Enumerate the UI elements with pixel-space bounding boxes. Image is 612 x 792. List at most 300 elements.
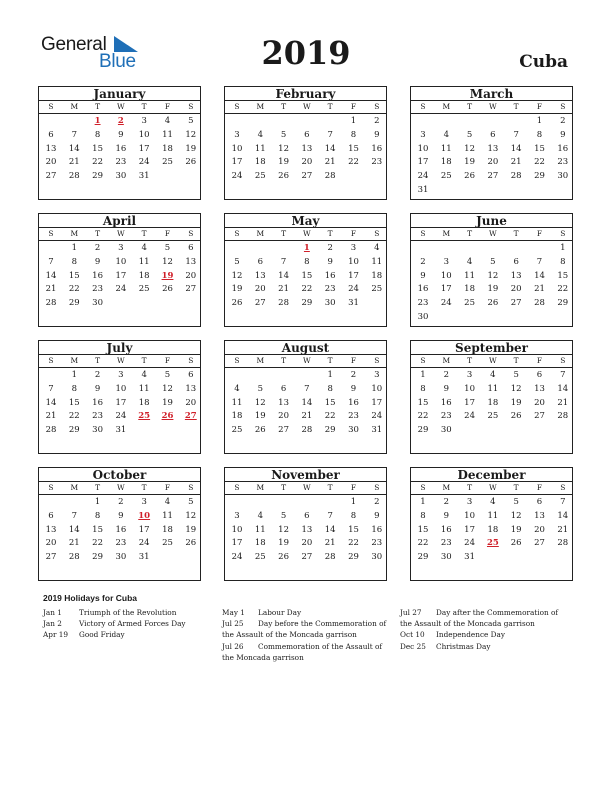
month-divider xyxy=(39,481,200,482)
day-cell: 7 xyxy=(560,497,566,507)
month-divider xyxy=(39,100,200,101)
day-cell: 12 xyxy=(278,524,289,535)
day-cell: 27 xyxy=(301,171,313,182)
holiday-column xyxy=(43,607,215,641)
weekday-divider xyxy=(225,113,386,114)
day-cell: 16 xyxy=(557,143,569,154)
day-cell: 7 xyxy=(280,256,287,267)
day-cell: 6 xyxy=(48,129,54,140)
day-cell: 3 xyxy=(118,243,124,253)
weekday-label: F xyxy=(164,483,171,492)
day-cell: 23 xyxy=(371,157,383,168)
weekday-label: S xyxy=(420,356,426,365)
day-cell: 29 xyxy=(348,552,359,563)
day-cell: 13 xyxy=(301,143,313,154)
day-cell: 1 xyxy=(71,370,77,380)
day-cell: 23 xyxy=(440,411,452,422)
month-divider xyxy=(39,354,200,355)
day-cell: 24 xyxy=(115,411,127,422)
day-cell: 18 xyxy=(254,538,266,549)
day-cell: 13 xyxy=(487,143,499,154)
day-cell: 23 xyxy=(557,157,569,168)
day-cell: 20 xyxy=(510,284,522,295)
day-cell: 23 xyxy=(348,411,359,422)
day-cell: 15 xyxy=(348,524,359,535)
day-cell: 12 xyxy=(185,129,197,140)
day-cell: 13 xyxy=(45,524,57,535)
day-cell: 4 xyxy=(374,243,380,253)
weekday-label: T xyxy=(141,102,147,111)
weekday-label: T xyxy=(281,102,287,111)
day-cell: 14 xyxy=(557,383,569,394)
month-divider xyxy=(411,481,572,482)
holiday-item xyxy=(400,607,572,629)
day-cell: 18 xyxy=(371,270,383,281)
holiday-name: Good Friday xyxy=(79,630,125,640)
day-cell: 31 xyxy=(348,298,359,309)
month-title: September xyxy=(455,341,528,355)
month-title: October xyxy=(92,468,147,482)
weekday-label: T xyxy=(95,229,101,238)
day-cell: 8 xyxy=(71,383,77,394)
weekday-label: T xyxy=(327,102,333,111)
day-cell: 21 xyxy=(510,157,522,168)
day-cell: 26 xyxy=(185,157,197,168)
day-cell: 7 xyxy=(327,129,333,140)
day-cell: 11 xyxy=(464,270,475,281)
weekday-label: S xyxy=(560,483,566,492)
day-cell: 17 xyxy=(464,524,475,535)
weekday-divider xyxy=(225,494,386,495)
day-cell: 12 xyxy=(162,256,173,267)
day-cell: 15 xyxy=(301,270,313,281)
day-cell: 6 xyxy=(536,497,543,507)
weekday-label: F xyxy=(536,483,543,492)
day-cell: 10 xyxy=(138,129,150,140)
day-cell: 21 xyxy=(278,284,289,295)
day-cell: 21 xyxy=(534,284,545,295)
day-cell: 23 xyxy=(417,298,429,309)
day-cell: 14 xyxy=(557,510,569,521)
day-cell: 11 xyxy=(440,143,452,154)
day-cell: 29 xyxy=(92,171,103,182)
day-cell: 14 xyxy=(301,397,313,408)
day-cell: 27 xyxy=(278,425,289,436)
day-cell: 15 xyxy=(92,143,103,154)
day-cell: 4 xyxy=(443,129,449,140)
weekday-label: F xyxy=(536,102,543,111)
weekday-label: S xyxy=(188,483,194,492)
day-cell: 4 xyxy=(164,497,171,507)
weekday-label: M xyxy=(442,229,451,238)
day-cell: 13 xyxy=(185,383,197,394)
day-cell: 6 xyxy=(513,256,519,267)
day-cell: 10 xyxy=(464,383,475,394)
day-cell: 11 xyxy=(254,524,266,535)
day-cell: 2 xyxy=(118,497,124,507)
weekday-label: T xyxy=(467,229,473,238)
month-divider xyxy=(411,100,572,101)
month-march xyxy=(410,86,573,200)
holiday-name: Christmas Day xyxy=(436,641,491,651)
day-cell: 18 xyxy=(231,411,243,422)
day-cell: 28 xyxy=(557,538,569,549)
weekday-label: W xyxy=(303,102,311,111)
day-cell: 14 xyxy=(324,524,336,535)
day-cell: 26 xyxy=(510,538,522,549)
day-cell: 24 xyxy=(348,284,359,295)
day-cell: 12 xyxy=(510,510,522,521)
weekday-label: T xyxy=(467,483,473,492)
day-cell: 27 xyxy=(510,298,522,309)
day-cell: 5 xyxy=(490,256,496,267)
day-cell: 1 xyxy=(350,116,357,126)
day-cell: 16 xyxy=(348,397,359,408)
day-cell: 3 xyxy=(141,116,147,126)
weekday-label: W xyxy=(117,483,125,492)
weekday-label: S xyxy=(420,483,426,492)
weekday-label: S xyxy=(188,356,194,365)
day-cell: 2 xyxy=(94,243,101,253)
day-cell: 17 xyxy=(440,284,452,295)
day-cell: 19 xyxy=(162,397,173,408)
day-cell: 31 xyxy=(371,425,383,436)
day-cell: 21 xyxy=(324,157,336,168)
holiday-name: Commemoration of the Assault of the Moncada garrison xyxy=(222,641,383,662)
day-cell: 12 xyxy=(510,383,522,394)
day-cell: 11 xyxy=(231,397,243,408)
day-cell: 28 xyxy=(510,171,522,182)
month-april xyxy=(38,213,201,327)
day-cell: 29 xyxy=(68,425,80,436)
holiday-item xyxy=(400,641,572,652)
day-cell: 12 xyxy=(464,143,475,154)
weekday-label: M xyxy=(256,483,265,492)
day-cell: 29 xyxy=(324,425,336,436)
holiday-name: Triumph of the Revolution xyxy=(79,608,177,617)
day-cell: 9 xyxy=(374,510,380,521)
day-cell: 24 xyxy=(440,298,452,309)
day-cell: 26 xyxy=(464,171,475,182)
weekday-label: T xyxy=(141,229,147,238)
day-cell: 22 xyxy=(534,157,545,168)
day-cell: 30 xyxy=(557,171,569,182)
weekday-label: M xyxy=(70,102,79,111)
weekday-label: M xyxy=(442,483,451,492)
day-cell: 20 xyxy=(301,538,313,549)
day-cell: 6 xyxy=(48,510,54,521)
day-cell: 22 xyxy=(68,411,80,422)
day-cell: 28 xyxy=(557,411,569,422)
day-cell: 31 xyxy=(417,185,429,195)
weekday-label: T xyxy=(141,483,147,492)
day-cell: 9 xyxy=(350,383,357,394)
day-cell: 21 xyxy=(301,411,313,422)
holiday-date: Oct 10 xyxy=(400,630,425,640)
day-cell: 22 xyxy=(301,284,313,295)
day-cell: 9 xyxy=(94,383,101,394)
day-cell: 6 xyxy=(280,383,287,394)
holiday-date: Jul 27 xyxy=(400,608,422,617)
day-cell: 1 xyxy=(560,243,566,253)
day-cell: 5 xyxy=(513,370,519,380)
day-cell: 3 xyxy=(234,510,240,521)
day-cell: 16 xyxy=(417,284,429,295)
day-cell: 21 xyxy=(45,284,57,295)
holiday-day-cell: 19 xyxy=(161,270,174,281)
day-cell: 20 xyxy=(45,157,57,168)
weekday-divider xyxy=(225,240,386,241)
day-cell: 2 xyxy=(327,243,333,253)
day-cell: 21 xyxy=(68,157,80,168)
day-cell: 13 xyxy=(534,383,545,394)
day-cell: 15 xyxy=(348,143,359,154)
weekday-label: S xyxy=(188,102,194,111)
day-cell: 31 xyxy=(138,171,150,182)
day-cell: 11 xyxy=(138,383,150,394)
day-cell: 2 xyxy=(443,497,449,507)
weekday-label: F xyxy=(350,356,357,365)
month-may xyxy=(224,213,387,327)
weekday-label: T xyxy=(95,356,101,365)
day-cell: 25 xyxy=(464,298,475,309)
day-cell: 3 xyxy=(466,370,473,380)
weekday-label: S xyxy=(374,483,380,492)
day-cell: 18 xyxy=(162,524,173,535)
weekday-label: F xyxy=(164,102,171,111)
day-cell: 15 xyxy=(557,270,569,281)
day-cell: 10 xyxy=(464,510,475,521)
day-cell: 18 xyxy=(440,157,452,168)
day-cell: 30 xyxy=(324,298,336,309)
day-cell: 4 xyxy=(490,497,496,507)
month-divider xyxy=(39,227,200,228)
day-cell: 2 xyxy=(350,370,357,380)
day-cell: 25 xyxy=(162,538,173,549)
weekday-label: S xyxy=(560,229,566,238)
day-cell: 13 xyxy=(185,256,197,267)
day-cell: 20 xyxy=(278,411,289,422)
day-cell: 4 xyxy=(141,243,147,253)
weekday-label: W xyxy=(303,356,311,365)
day-cell: 27 xyxy=(45,171,57,182)
day-cell: 3 xyxy=(374,370,380,380)
weekday-label: W xyxy=(489,356,497,365)
day-cell: 6 xyxy=(188,370,194,380)
weekday-divider xyxy=(411,113,572,114)
day-cell: 30 xyxy=(348,425,359,436)
day-cell: 16 xyxy=(440,524,452,535)
day-cell: 1 xyxy=(327,370,333,380)
holiday-day-cell: 10 xyxy=(138,510,151,521)
day-cell: 2 xyxy=(420,256,426,267)
day-cell: 15 xyxy=(534,143,545,154)
day-cell: 16 xyxy=(92,270,103,281)
weekday-label: F xyxy=(350,102,357,111)
day-cell: 31 xyxy=(464,552,475,563)
holiday-name: Labour Day xyxy=(258,608,302,617)
day-cell: 9 xyxy=(560,129,566,140)
day-cell: 25 xyxy=(487,411,499,422)
weekday-label: S xyxy=(374,229,380,238)
day-cell: 11 xyxy=(487,383,499,394)
weekday-label: F xyxy=(164,356,171,365)
day-cell: 20 xyxy=(254,284,266,295)
day-cell: 13 xyxy=(45,143,57,154)
month-january xyxy=(38,86,201,200)
weekday-label: T xyxy=(327,356,333,365)
day-cell: 2 xyxy=(374,497,380,507)
day-cell: 17 xyxy=(231,538,243,549)
day-cell: 25 xyxy=(162,157,173,168)
day-cell: 18 xyxy=(487,397,499,408)
day-cell: 5 xyxy=(257,383,263,394)
holiday-day-cell: 27 xyxy=(184,411,197,422)
day-cell: 24 xyxy=(115,284,127,295)
day-cell: 20 xyxy=(301,157,313,168)
day-cell: 20 xyxy=(534,524,545,535)
weekday-divider xyxy=(411,494,572,495)
day-cell: 15 xyxy=(417,397,429,408)
weekday-label: S xyxy=(48,102,54,111)
day-cell: 15 xyxy=(92,524,103,535)
weekday-label: S xyxy=(374,102,380,111)
holiday-day-cell: 2 xyxy=(117,116,124,126)
day-cell: 19 xyxy=(510,524,522,535)
day-cell: 19 xyxy=(185,143,197,154)
weekday-label: T xyxy=(513,229,519,238)
day-cell: 4 xyxy=(164,116,171,126)
day-cell: 28 xyxy=(68,552,80,563)
holiday-item xyxy=(43,629,215,640)
month-september xyxy=(410,340,573,454)
day-cell: 2 xyxy=(560,116,566,126)
day-cell: 11 xyxy=(138,256,150,267)
day-cell: 9 xyxy=(443,510,449,521)
weekday-label: T xyxy=(95,483,101,492)
day-cell: 12 xyxy=(278,143,289,154)
day-cell: 28 xyxy=(324,171,336,182)
day-cell: 14 xyxy=(278,270,289,281)
day-cell: 22 xyxy=(348,157,359,168)
day-cell: 20 xyxy=(45,538,57,549)
day-cell: 5 xyxy=(234,256,240,267)
day-cell: 4 xyxy=(466,256,473,267)
day-cell: 14 xyxy=(45,270,57,281)
weekday-label: S xyxy=(234,356,240,365)
day-cell: 1 xyxy=(420,497,426,507)
weekday-label: T xyxy=(513,483,519,492)
month-july xyxy=(38,340,201,454)
day-cell: 4 xyxy=(257,510,263,521)
day-cell: 22 xyxy=(92,538,103,549)
day-cell: 26 xyxy=(487,298,499,309)
weekday-label: T xyxy=(281,356,287,365)
day-cell: 13 xyxy=(534,510,545,521)
holiday-item xyxy=(222,618,394,640)
day-cell: 4 xyxy=(141,370,147,380)
day-cell: 7 xyxy=(48,256,54,267)
weekday-label: T xyxy=(327,483,333,492)
day-cell: 16 xyxy=(371,143,383,154)
day-cell: 27 xyxy=(301,552,313,563)
day-cell: 26 xyxy=(162,284,173,295)
day-cell: 17 xyxy=(348,270,359,281)
day-cell: 6 xyxy=(536,370,543,380)
month-october xyxy=(38,467,201,581)
weekday-label: T xyxy=(467,356,473,365)
weekday-label: S xyxy=(234,229,240,238)
weekday-label: S xyxy=(420,229,426,238)
holiday-item xyxy=(222,607,394,618)
day-cell: 13 xyxy=(510,270,522,281)
day-cell: 24 xyxy=(138,157,150,168)
day-cell: 5 xyxy=(188,116,194,126)
holiday-date: Jan 1 xyxy=(43,608,62,617)
day-cell: 29 xyxy=(92,552,103,563)
day-cell: 13 xyxy=(278,397,289,408)
day-cell: 22 xyxy=(324,411,336,422)
month-june xyxy=(410,213,573,327)
weekday-label: T xyxy=(95,102,101,111)
day-cell: 20 xyxy=(534,397,545,408)
weekday-label: S xyxy=(234,102,240,111)
month-title: December xyxy=(457,468,526,482)
month-august xyxy=(224,340,387,454)
holiday-item xyxy=(43,607,215,618)
holiday-item xyxy=(43,618,215,629)
day-cell: 2 xyxy=(374,116,380,126)
weekday-divider xyxy=(225,367,386,368)
day-cell: 11 xyxy=(254,143,266,154)
day-cell: 23 xyxy=(440,538,452,549)
day-cell: 6 xyxy=(490,129,496,140)
day-cell: 22 xyxy=(417,411,429,422)
day-cell: 16 xyxy=(115,524,127,535)
day-cell: 5 xyxy=(164,243,171,253)
day-cell: 22 xyxy=(92,157,103,168)
weekday-label: F xyxy=(164,229,171,238)
day-cell: 22 xyxy=(417,538,429,549)
day-cell: 9 xyxy=(118,510,124,521)
weekday-label: S xyxy=(188,229,194,238)
day-cell: 4 xyxy=(490,370,496,380)
day-cell: 1 xyxy=(420,370,426,380)
day-cell: 27 xyxy=(45,552,57,563)
day-cell: 23 xyxy=(92,284,103,295)
holiday-column xyxy=(400,607,572,652)
day-cell: 16 xyxy=(115,143,127,154)
day-cell: 21 xyxy=(557,524,569,535)
day-cell: 25 xyxy=(371,284,383,295)
day-cell: 19 xyxy=(278,538,289,549)
weekday-label: S xyxy=(48,229,54,238)
day-cell: 21 xyxy=(557,397,569,408)
day-cell: 3 xyxy=(443,256,449,267)
month-divider xyxy=(225,227,386,228)
day-cell: 12 xyxy=(185,510,197,521)
holiday-name: Independence Day xyxy=(436,630,505,640)
day-cell: 6 xyxy=(257,256,263,267)
day-cell: 21 xyxy=(45,411,57,422)
day-cell: 8 xyxy=(536,129,543,140)
day-cell: 19 xyxy=(231,284,243,295)
day-cell: 12 xyxy=(487,270,499,281)
day-cell: 22 xyxy=(68,284,80,295)
day-cell: 30 xyxy=(92,425,103,436)
month-title: November xyxy=(271,468,340,482)
month-divider xyxy=(225,354,386,355)
